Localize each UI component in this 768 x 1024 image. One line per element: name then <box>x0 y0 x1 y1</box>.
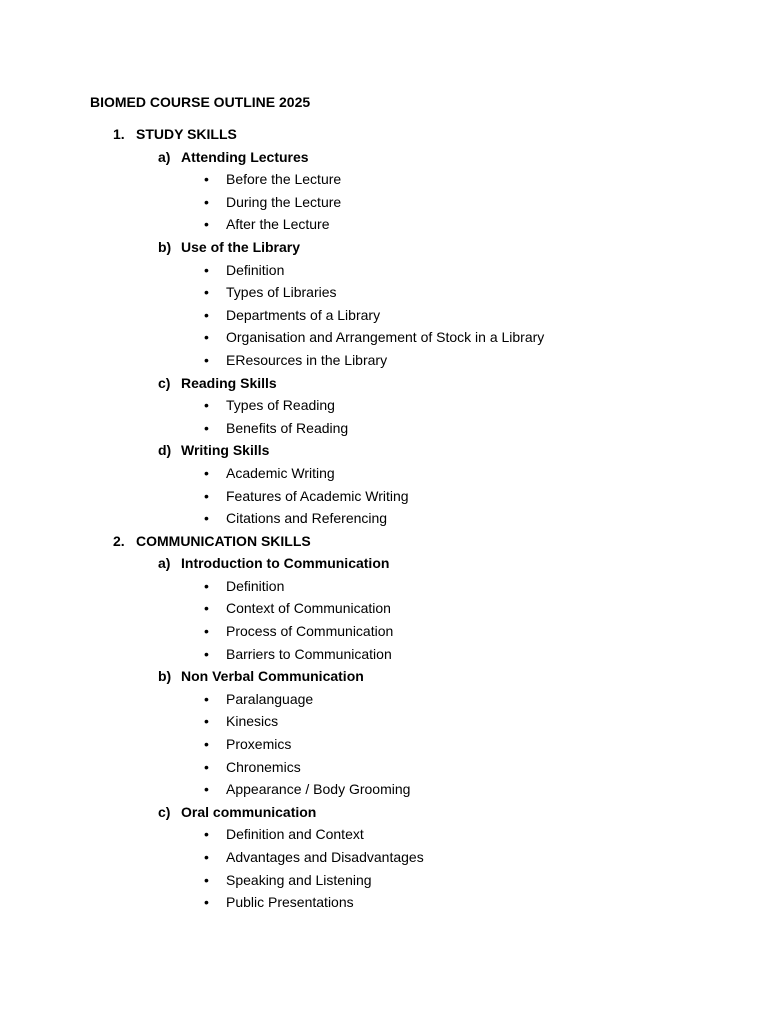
list-item-text: Features of Academic Writing <box>226 487 409 504</box>
list-item <box>0 735 768 758</box>
list-item-text: Before the Lecture <box>226 171 342 188</box>
bullet-icon: • <box>204 261 209 278</box>
list-item <box>0 871 768 894</box>
list-item-text: Organisation and Arrangement of Stock in a Library <box>226 329 545 346</box>
list-item <box>0 848 768 871</box>
bullet-icon: • <box>204 487 209 504</box>
list-item <box>0 419 768 442</box>
list-item <box>0 328 768 351</box>
list-item-text: Barriers to Communication <box>226 645 392 662</box>
list-item-text: Speaking and Listening <box>226 871 372 888</box>
list-item <box>0 464 768 487</box>
list-item-text: Types of Reading <box>226 397 335 414</box>
list-item <box>0 599 768 622</box>
bullet-icon: • <box>204 419 209 436</box>
list-item <box>0 780 768 803</box>
subsection-letter: a) <box>158 555 171 572</box>
list-item <box>0 893 768 916</box>
list-item-text: Public Presentations <box>226 894 354 911</box>
subsection-title: Introduction to Communication <box>181 555 390 572</box>
list-item <box>0 758 768 781</box>
bullet-icon: • <box>204 623 209 640</box>
list-item <box>0 215 768 238</box>
subsection-letter: a) <box>158 148 171 165</box>
list-item-text: EResources in the Library <box>226 351 388 368</box>
bullet-icon: • <box>204 736 209 753</box>
list-item-text: Academic Writing <box>226 464 335 481</box>
bullet-icon: • <box>204 351 209 368</box>
bullet-icon: • <box>204 826 209 843</box>
list-item <box>0 261 768 284</box>
list-item-text: Departments of a Library <box>226 306 381 323</box>
bullet-icon: • <box>204 645 209 662</box>
list-item <box>0 825 768 848</box>
bullet-icon: • <box>204 171 209 188</box>
subsection-letter: b) <box>158 238 172 255</box>
list-item-text: Definition <box>226 261 285 278</box>
list-item <box>0 712 768 735</box>
list-item <box>0 193 768 216</box>
section-heading <box>0 125 768 148</box>
bullet-icon: • <box>204 464 209 481</box>
bullet-icon: • <box>204 577 209 594</box>
subsection-title: Writing Skills <box>181 442 270 459</box>
list-item <box>0 645 768 668</box>
section-title: STUDY SKILLS <box>136 126 237 142</box>
bullet-icon: • <box>204 849 209 865</box>
subsection-letter: d) <box>158 442 172 459</box>
subsection-title: Oral communication <box>181 803 317 820</box>
list-item-text: After the Lecture <box>226 216 330 233</box>
list-item-text: Definition and Context <box>226 826 364 843</box>
subsection-heading <box>0 667 768 690</box>
bullet-icon: • <box>204 871 209 888</box>
subsection-title: Use of the Library <box>181 238 301 255</box>
bullet-icon: • <box>204 894 209 911</box>
bullet-icon: • <box>204 600 209 617</box>
bullet-icon: • <box>204 397 209 414</box>
bullet-icon: • <box>204 284 209 301</box>
section-title: COMMUNICATION SKILLS <box>136 532 311 549</box>
list-item-text: Benefits of Reading <box>226 419 349 436</box>
bullet-icon: • <box>204 690 209 707</box>
list-item <box>0 283 768 306</box>
subsection-title: Attending Lectures <box>181 148 309 165</box>
subsection-heading <box>0 374 768 397</box>
section-heading <box>0 532 768 555</box>
list-item <box>0 170 768 193</box>
list-item-text: During the Lecture <box>226 193 342 210</box>
bullet-icon: • <box>204 329 209 346</box>
bullet-icon: • <box>204 216 209 233</box>
list-item <box>0 306 768 329</box>
bullet-icon: • <box>204 758 209 775</box>
list-item-text: Types of Libraries <box>226 284 337 301</box>
bullet-icon: • <box>204 193 209 210</box>
list-item-text: Definition <box>226 577 285 594</box>
list-item-text: Context of Communication <box>226 600 391 617</box>
bullet-icon: • <box>204 781 209 798</box>
subsection-letter: b) <box>158 668 172 685</box>
list-item <box>0 690 768 713</box>
list-item <box>0 396 768 419</box>
subsection-heading <box>0 238 768 261</box>
list-item-text: Process of Communication <box>226 623 394 640</box>
bullet-icon: • <box>204 713 209 730</box>
list-item <box>0 487 768 510</box>
course-outline <box>0 125 768 916</box>
list-item-text: Paralanguage <box>226 690 314 707</box>
list-item-text: Citations and Referencing <box>226 510 388 527</box>
section-number: 1. <box>113 126 125 142</box>
subsection-title: Non Verbal Communication <box>181 668 364 685</box>
subsection-heading <box>0 554 768 577</box>
list-item <box>0 577 768 600</box>
list-item <box>0 509 768 532</box>
subsection-letter: c) <box>158 803 171 820</box>
list-item-text: Advantages and Disadvantages <box>226 849 424 865</box>
bullet-icon: • <box>204 510 209 527</box>
bullet-icon: • <box>204 306 209 323</box>
list-item <box>0 351 768 374</box>
list-item-text: Chronemics <box>226 758 301 775</box>
section-number: 2. <box>113 532 125 549</box>
list-item <box>0 622 768 645</box>
subsection-heading <box>0 441 768 464</box>
list-item-text: Appearance / Body Grooming <box>226 781 411 798</box>
subsection-heading <box>0 803 768 826</box>
list-item-text: Kinesics <box>226 713 279 730</box>
document-title: BIOMED COURSE OUTLINE 2025 <box>90 94 311 110</box>
subsection-heading <box>0 148 768 171</box>
subsection-title: Reading Skills <box>181 374 277 391</box>
list-item-text: Proxemics <box>226 736 292 753</box>
subsection-letter: c) <box>158 374 171 391</box>
